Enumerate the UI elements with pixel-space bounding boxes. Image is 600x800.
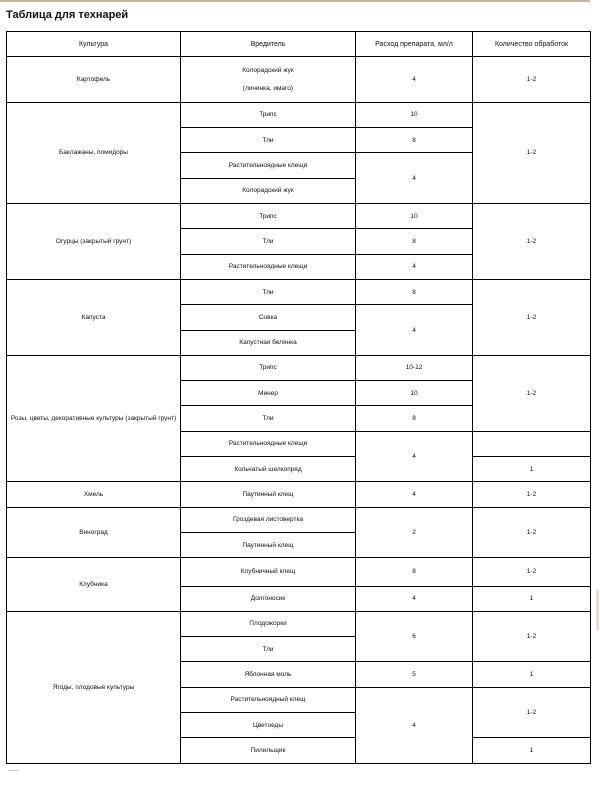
rate-cell: 8 bbox=[356, 229, 473, 254]
rate-cell: 5 bbox=[356, 662, 473, 687]
pest-cell: Растительноядные клещи bbox=[181, 254, 356, 279]
count-cell bbox=[473, 431, 591, 456]
crop-cell: Клубника bbox=[7, 558, 181, 612]
pest-name: Колорадский жук bbox=[242, 66, 294, 74]
pest-cell: Трипс bbox=[181, 102, 356, 127]
crop-cell: Картофель bbox=[7, 57, 181, 103]
rate-cell: 8 bbox=[356, 128, 473, 153]
pest-cell: Паутинный клещ bbox=[181, 532, 356, 557]
rate-cell: 10 bbox=[356, 381, 473, 406]
count-cell: 1-2 bbox=[473, 482, 591, 507]
count-cell: 1-2 bbox=[473, 611, 591, 662]
pest-cell: Растительноядный клещ bbox=[181, 687, 356, 712]
header-count: Количество обработок bbox=[473, 32, 591, 57]
rate-cell: 10 bbox=[356, 102, 473, 127]
rate-cell: 4 bbox=[356, 153, 473, 204]
treatment-table bbox=[6, 31, 591, 764]
pest-cell: Колорадский жук bbox=[181, 178, 356, 203]
rate-cell: 4 bbox=[356, 305, 473, 356]
rate-cell: 6 bbox=[356, 611, 473, 662]
table-row bbox=[7, 102, 591, 127]
pest-cell: Трипс bbox=[181, 355, 356, 380]
count-cell: 1-2 bbox=[473, 102, 591, 203]
rate-cell: 8 bbox=[356, 279, 473, 304]
header-crop: Культура bbox=[7, 32, 181, 57]
pest-cell: Паутинный клещ bbox=[181, 482, 356, 507]
rate-cell: 4 bbox=[356, 482, 473, 507]
count-cell: 1-2 bbox=[473, 279, 591, 355]
side-edge-mark bbox=[596, 590, 599, 630]
table-row bbox=[7, 507, 591, 532]
pest-cell bbox=[181, 57, 356, 103]
crop-cell: Баклажаны, помидоры bbox=[7, 102, 181, 203]
top-accent-rule bbox=[0, 0, 590, 2]
pest-cell: Капустная белянка bbox=[181, 330, 356, 355]
crop-cell: Виноград bbox=[7, 507, 181, 558]
pest-cell: Гроздевая листовертка bbox=[181, 507, 356, 532]
pest-cell: Растительноядные клещи bbox=[181, 431, 356, 456]
pest-cell: Тли bbox=[181, 229, 356, 254]
page-title: Таблица для технарей bbox=[6, 9, 129, 21]
rate-cell: 2 bbox=[356, 507, 473, 558]
table-row bbox=[7, 57, 591, 103]
count-cell: 1-2 bbox=[473, 204, 591, 280]
crop-cell: Огурцы (закрытый грунт) bbox=[7, 204, 181, 280]
crop-cell: Капуста bbox=[7, 279, 181, 355]
pest-cell: Тли bbox=[181, 637, 356, 662]
table-row bbox=[7, 611, 591, 636]
rate-cell: 4 bbox=[356, 254, 473, 279]
pest-cell: Тли bbox=[181, 128, 356, 153]
count-cell: 1 bbox=[473, 586, 591, 611]
count-cell: 1-2 bbox=[473, 57, 591, 103]
pest-cell: Кольчатый шелкопряд bbox=[181, 457, 356, 482]
count-cell: 1-2 bbox=[473, 558, 591, 586]
rate-cell: 10-12 bbox=[356, 355, 473, 380]
count-cell: 1-2 bbox=[473, 507, 591, 558]
rate-cell: 10 bbox=[356, 204, 473, 229]
table-header-row bbox=[7, 32, 591, 57]
header-pest: Вредитель bbox=[181, 32, 356, 57]
rate-cell: 8 bbox=[356, 406, 473, 431]
crop-cell: Розы, цветы, декоративные культуры (закрытый грунт) bbox=[7, 355, 181, 481]
rate-cell: 4 bbox=[356, 57, 473, 103]
pest-cell: Минер bbox=[181, 381, 356, 406]
rate-cell: 4 bbox=[356, 431, 473, 482]
pest-cell: Плодожорки bbox=[181, 611, 356, 636]
pest-cell: Тли bbox=[181, 406, 356, 431]
count-cell: 1-2 bbox=[473, 355, 591, 431]
pest-cell: Тли bbox=[181, 279, 356, 304]
pest-cell: Клубничный клещ bbox=[181, 558, 356, 586]
count-cell: 1-2 bbox=[473, 687, 591, 738]
table-row bbox=[7, 482, 591, 507]
pest-cell: Цветоеды bbox=[181, 713, 356, 738]
pest-cell: Долгоносик bbox=[181, 586, 356, 611]
rate-cell: 8 bbox=[356, 558, 473, 586]
pest-stage: (личинка, имаго) bbox=[242, 84, 294, 92]
rate-cell: 4 bbox=[356, 687, 473, 763]
count-cell: 1 bbox=[473, 457, 591, 482]
count-cell: 1 bbox=[473, 662, 591, 687]
table-row bbox=[7, 279, 591, 304]
pest-cell: Совка bbox=[181, 305, 356, 330]
pest-cell: Пилильщик bbox=[181, 738, 356, 764]
rate-cell: 4 bbox=[356, 586, 473, 611]
pest-cell: Трипс bbox=[181, 204, 356, 229]
count-cell: 1 bbox=[473, 738, 591, 764]
crop-cell: Хмель bbox=[7, 482, 181, 507]
footer-mark bbox=[8, 770, 18, 771]
table-row bbox=[7, 204, 591, 229]
table-row bbox=[7, 558, 591, 586]
pest-cell: Растительноядные клещи bbox=[181, 153, 356, 178]
crop-cell: Ягоды, плодовые культуры bbox=[7, 611, 181, 763]
pest-cell: Яблонная моль bbox=[181, 662, 356, 687]
header-rate: Расход препарата, мл/л bbox=[356, 32, 473, 57]
table-row bbox=[7, 355, 591, 380]
